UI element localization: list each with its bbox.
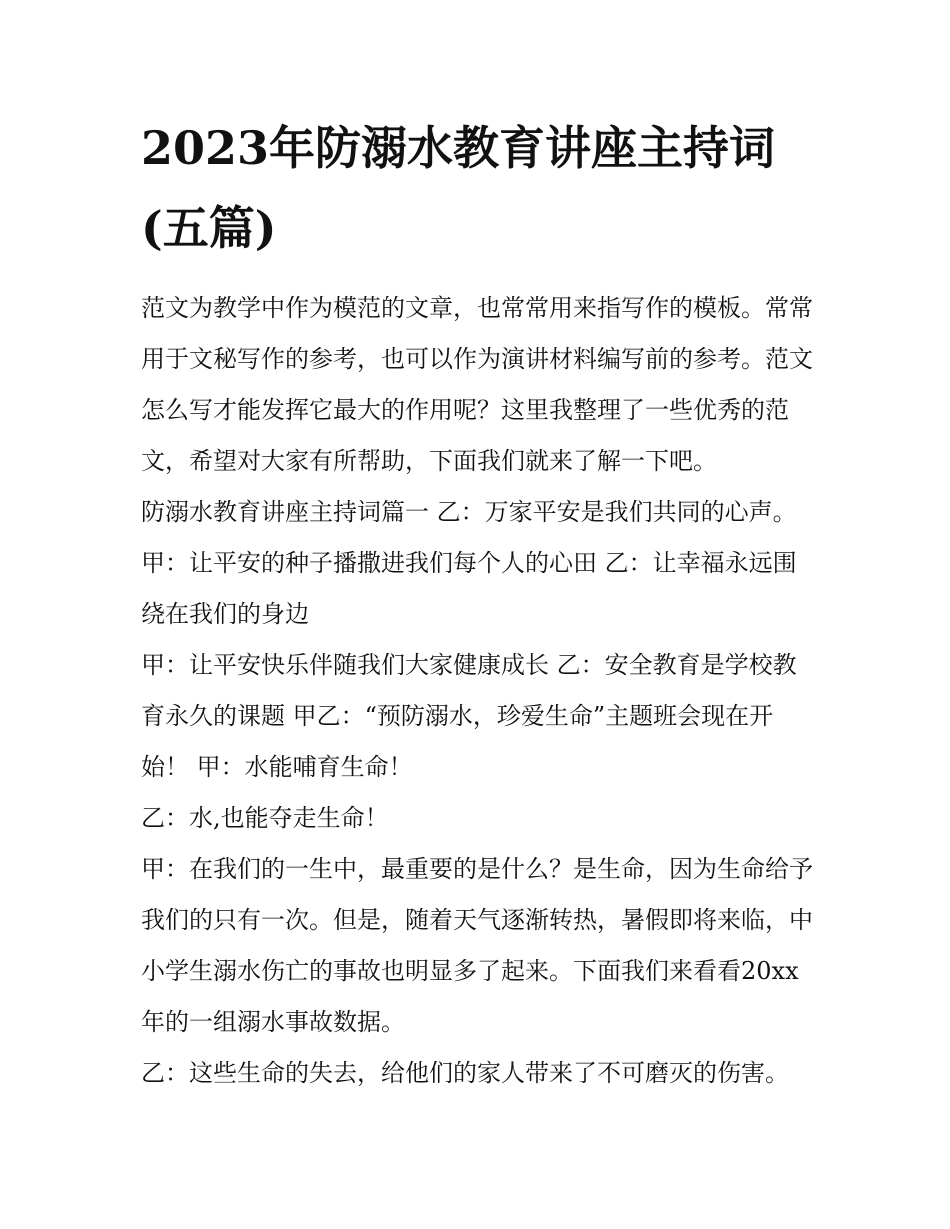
document-title: 2023年防溺水教育讲座主持词(五篇) — [141, 121, 776, 255]
intro-paragraph: 范文为教学中作为模范的文章，也常常用来指写作的模板。常常用于文秘写作的参考，也可以作为演讲材料编写前的参考。范文怎么写才能发挥它最大的作用呢？这里我整理了一些优秀的范文，希望对大家有所帮助，下面我们就来了解一下吧。 — [141, 294, 813, 475]
script-paragraph-1: 防溺水教育讲座主持词篇一 乙：万家平安是我们共同的心声。 甲：让平安的种子播撒进我们每个人的心田 乙：让幸福永远围绕在我们的身边 — [141, 498, 797, 628]
script-paragraph-5: 乙：这些生命的失去，给他们的家人带来了不可磨灭的伤害。 — [141, 1059, 789, 1087]
document-body — [141, 283, 816, 1099]
script-paragraph-3: 乙：水,也能夺走生命！ — [141, 804, 389, 832]
document-content — [141, 108, 816, 1099]
script-paragraph-2: 甲：让平安快乐伴随我们大家健康成长 乙：安全教育是学校教育永久的课题 甲乙：“预防溺水，珍爱生命”主题班会现在开始！ 甲：水能哺育生命！ — [141, 651, 797, 781]
script-paragraph-4: 甲：在我们的一生中，最重要的是什么？是生命，因为生命给予我们的只有一次。但是，随着天气逐渐转热，暑假即将来临，中小学生溺水伤亡的事故也明显多了起来。下面我们来看看20xx年的一组溺水事故数据。 — [141, 855, 813, 1036]
